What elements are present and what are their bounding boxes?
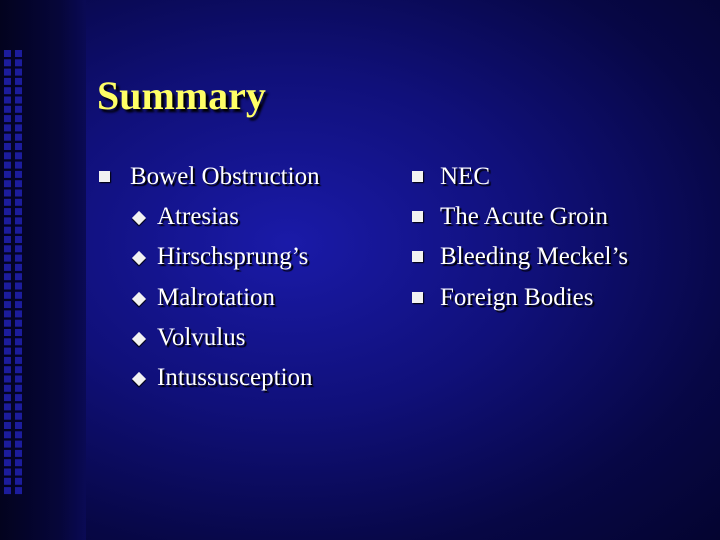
square-bullet-icon [412, 211, 423, 222]
pattern-square [15, 450, 22, 457]
pattern-square [15, 376, 22, 383]
pattern-square [15, 413, 22, 420]
list-item-label: Foreign Bodies [440, 283, 594, 311]
pattern-square [15, 301, 22, 308]
pattern-square [15, 422, 22, 429]
pattern-square [15, 478, 22, 485]
sub-list-item [97, 278, 320, 318]
pattern-square [4, 283, 11, 290]
pattern-square [4, 106, 11, 113]
pattern-square [4, 255, 11, 262]
pattern-square [15, 357, 22, 364]
square-bullet-icon [99, 171, 110, 182]
pattern-square [15, 69, 22, 76]
pattern-square [15, 431, 22, 438]
list-item [410, 278, 628, 318]
pattern-square [4, 301, 11, 308]
pattern-square [4, 264, 11, 271]
pattern-square [15, 348, 22, 355]
pattern-square [15, 115, 22, 122]
pattern-square [4, 348, 11, 355]
pattern-square [4, 87, 11, 94]
diamond-bullet-icon [132, 211, 146, 225]
list-item-label: Bleeding Meckel’s [440, 243, 629, 271]
sub-list-item [97, 358, 320, 398]
square-bullet-icon [412, 171, 423, 182]
pattern-square [4, 236, 11, 243]
pattern-square [15, 227, 22, 234]
diamond-bullet-icon [132, 292, 146, 306]
sub-list-item-label: Intussusception [157, 364, 313, 392]
pattern-square [4, 69, 11, 76]
list-item-label: Bowel Obstruction [130, 163, 320, 190]
pattern-square [4, 199, 11, 206]
left-bullet-list [97, 157, 320, 398]
pattern-square [4, 171, 11, 178]
sub-list-item-label: Atresias [157, 203, 239, 231]
pattern-square [4, 97, 11, 104]
sub-list-item-label: Hirschsprung’s [157, 243, 309, 271]
pattern-square [4, 459, 11, 466]
pattern-square [15, 97, 22, 104]
right-bullet-list [410, 157, 628, 318]
pattern-square [15, 403, 22, 410]
pattern-square [15, 469, 22, 476]
pattern-square [15, 273, 22, 280]
pattern-square [4, 134, 11, 141]
pattern-square [15, 264, 22, 271]
pattern-square [15, 487, 22, 494]
list-item [410, 197, 628, 237]
pattern-square [15, 59, 22, 66]
list-item-label: NEC [440, 163, 490, 190]
list-item-label: The Acute Groin [440, 203, 609, 231]
pattern-square [15, 124, 22, 131]
pattern-square [15, 245, 22, 252]
pattern-square [4, 115, 11, 122]
list-item [410, 237, 628, 277]
pattern-square [15, 143, 22, 150]
pattern-square [4, 190, 11, 197]
pattern-square [4, 394, 11, 401]
square-bullet-icon [412, 251, 423, 262]
pattern-square [15, 366, 22, 373]
square-pattern-icon [2, 2, 24, 538]
pattern-square [15, 441, 22, 448]
left-decorative-band [0, 0, 86, 540]
pattern-square [4, 180, 11, 187]
pattern-square [15, 134, 22, 141]
diamond-bullet-icon [132, 251, 146, 265]
pattern-square [4, 50, 11, 57]
pattern-square [4, 450, 11, 457]
pattern-square [4, 162, 11, 169]
pattern-square [15, 106, 22, 113]
sub-bullet-list [97, 197, 320, 398]
pattern-square [15, 385, 22, 392]
pattern-square [4, 441, 11, 448]
square-bullet-icon [412, 292, 423, 303]
pattern-square [4, 245, 11, 252]
pattern-square [4, 320, 11, 327]
pattern-square [15, 152, 22, 159]
pattern-square [15, 217, 22, 224]
sub-list-item [97, 197, 320, 237]
pattern-square [4, 413, 11, 420]
sub-list-item [97, 318, 320, 358]
pattern-square [4, 422, 11, 429]
pattern-square [15, 459, 22, 466]
sub-list-item-label: Volvulus [157, 323, 246, 351]
pattern-square [15, 292, 22, 299]
pattern-square [15, 180, 22, 187]
pattern-square [4, 143, 11, 150]
pattern-square [15, 162, 22, 169]
pattern-square [15, 50, 22, 57]
pattern-square [15, 283, 22, 290]
pattern-square [15, 338, 22, 345]
pattern-square [15, 208, 22, 215]
pattern-square [4, 487, 11, 494]
pattern-square [4, 152, 11, 159]
slide-title: Summary [97, 73, 266, 118]
pattern-square [4, 403, 11, 410]
pattern-square [4, 431, 11, 438]
pattern-square [15, 255, 22, 262]
pattern-square [4, 208, 11, 215]
diamond-bullet-icon [132, 372, 146, 386]
pattern-square [4, 273, 11, 280]
pattern-square [4, 329, 11, 336]
pattern-square [4, 310, 11, 317]
list-item [410, 157, 628, 197]
pattern-square [15, 78, 22, 85]
pattern-square [15, 320, 22, 327]
pattern-square [4, 217, 11, 224]
pattern-square [15, 199, 22, 206]
diamond-bullet-icon [132, 332, 146, 346]
pattern-square [4, 124, 11, 131]
pattern-square [4, 376, 11, 383]
sub-list-item-label: Malrotation [157, 283, 276, 311]
pattern-square [4, 385, 11, 392]
pattern-square [4, 366, 11, 373]
list-item [97, 157, 320, 398]
pattern-square [15, 394, 22, 401]
pattern-square [4, 478, 11, 485]
pattern-square [15, 329, 22, 336]
pattern-square [4, 292, 11, 299]
pattern-square [4, 59, 11, 66]
pattern-square [4, 227, 11, 234]
pattern-square [15, 310, 22, 317]
pattern-square [4, 78, 11, 85]
pattern-square [15, 190, 22, 197]
pattern-square [4, 469, 11, 476]
sub-list-item [97, 237, 320, 277]
pattern-square [15, 236, 22, 243]
pattern-square [4, 357, 11, 364]
pattern-square [15, 171, 22, 178]
pattern-square [15, 87, 22, 94]
pattern-square [4, 338, 11, 345]
